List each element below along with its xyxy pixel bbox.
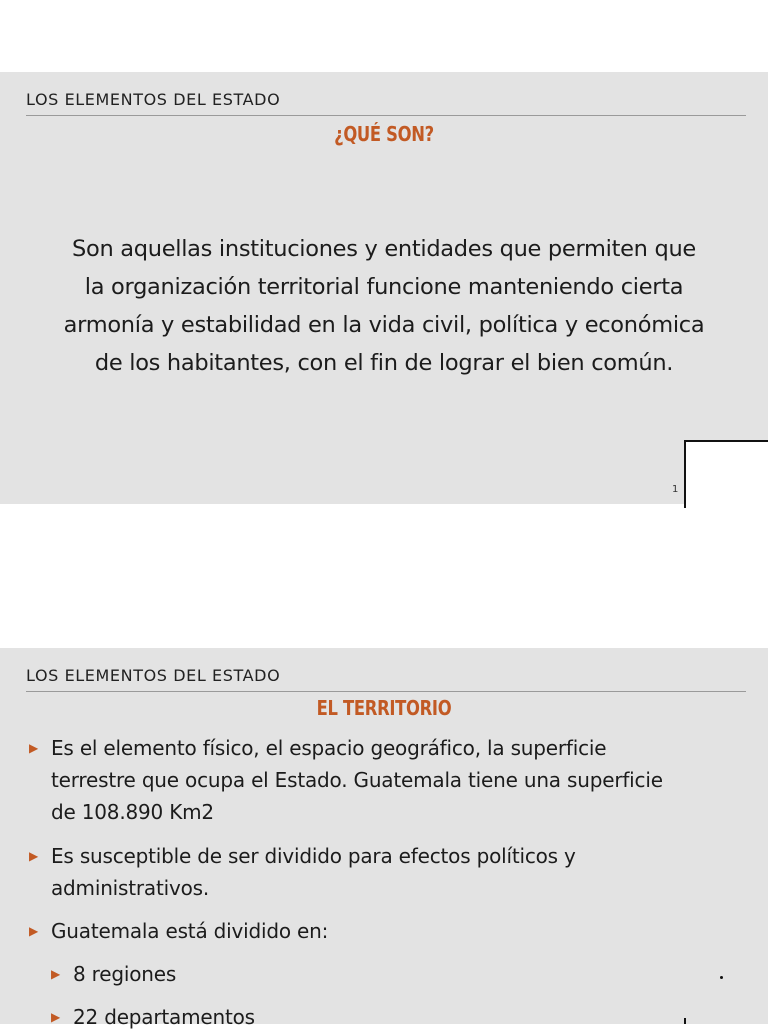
slide-header: LOS ELEMENTOS DEL ESTADO (26, 90, 281, 109)
bullet-item (29, 915, 329, 947)
paragraph-line: Son aquellas instituciones y entidades que permiten que (72, 236, 696, 262)
bullet-line: administrativos. (51, 876, 210, 900)
definition-paragraph (20, 230, 748, 382)
bullet-line: Es el elemento físico, el espacio geográfico, la superficie (51, 736, 607, 760)
bullet-line: Guatemala está dividido en: (51, 919, 329, 943)
bullet-marker-icon: ▶ (51, 967, 61, 981)
slide-que-son (0, 72, 768, 504)
header-divider (26, 691, 746, 692)
bullet-marker-icon: ▶ (29, 849, 39, 863)
bullet-line: terrestre que ocupa el Estado. Guatemala tiene una superficie (51, 768, 663, 792)
bullet-marker-icon: ▶ (51, 1010, 61, 1024)
page-number: 1 (672, 484, 679, 495)
paragraph-line: la organización territorial funcione manteniendo cierta (84, 274, 684, 300)
corner-frame (684, 440, 768, 508)
bullet-marker-icon: ▶ (29, 741, 39, 755)
bullet-item (29, 732, 663, 828)
bullet-line: 22 departamentos (73, 1005, 255, 1029)
slide-title: EL TERRITORIO (316, 696, 452, 720)
sub-bullet-item (51, 1001, 255, 1033)
bullet-item (29, 840, 576, 904)
bullet-line: de 108.890 Km2 (51, 800, 214, 824)
slide-el-territorio (0, 648, 768, 1029)
bullet-marker-icon: ▶ (29, 924, 39, 938)
header-divider (26, 115, 746, 116)
bullet-line: 8 regiones (73, 962, 177, 986)
stray-dot (720, 976, 723, 979)
paragraph-line: de los habitantes, con el fin de lograr el bien común. (94, 350, 674, 376)
corner-frame-edge (684, 1018, 686, 1024)
slide-header: LOS ELEMENTOS DEL ESTADO (26, 666, 281, 685)
slide-title: ¿QUÉ SON? (334, 122, 434, 146)
sub-bullet-item (51, 958, 177, 990)
paragraph-line: armonía y estabilidad en la vida civil, política y económica (63, 312, 705, 338)
bullet-line: Es susceptible de ser dividido para efectos políticos y (51, 844, 576, 868)
